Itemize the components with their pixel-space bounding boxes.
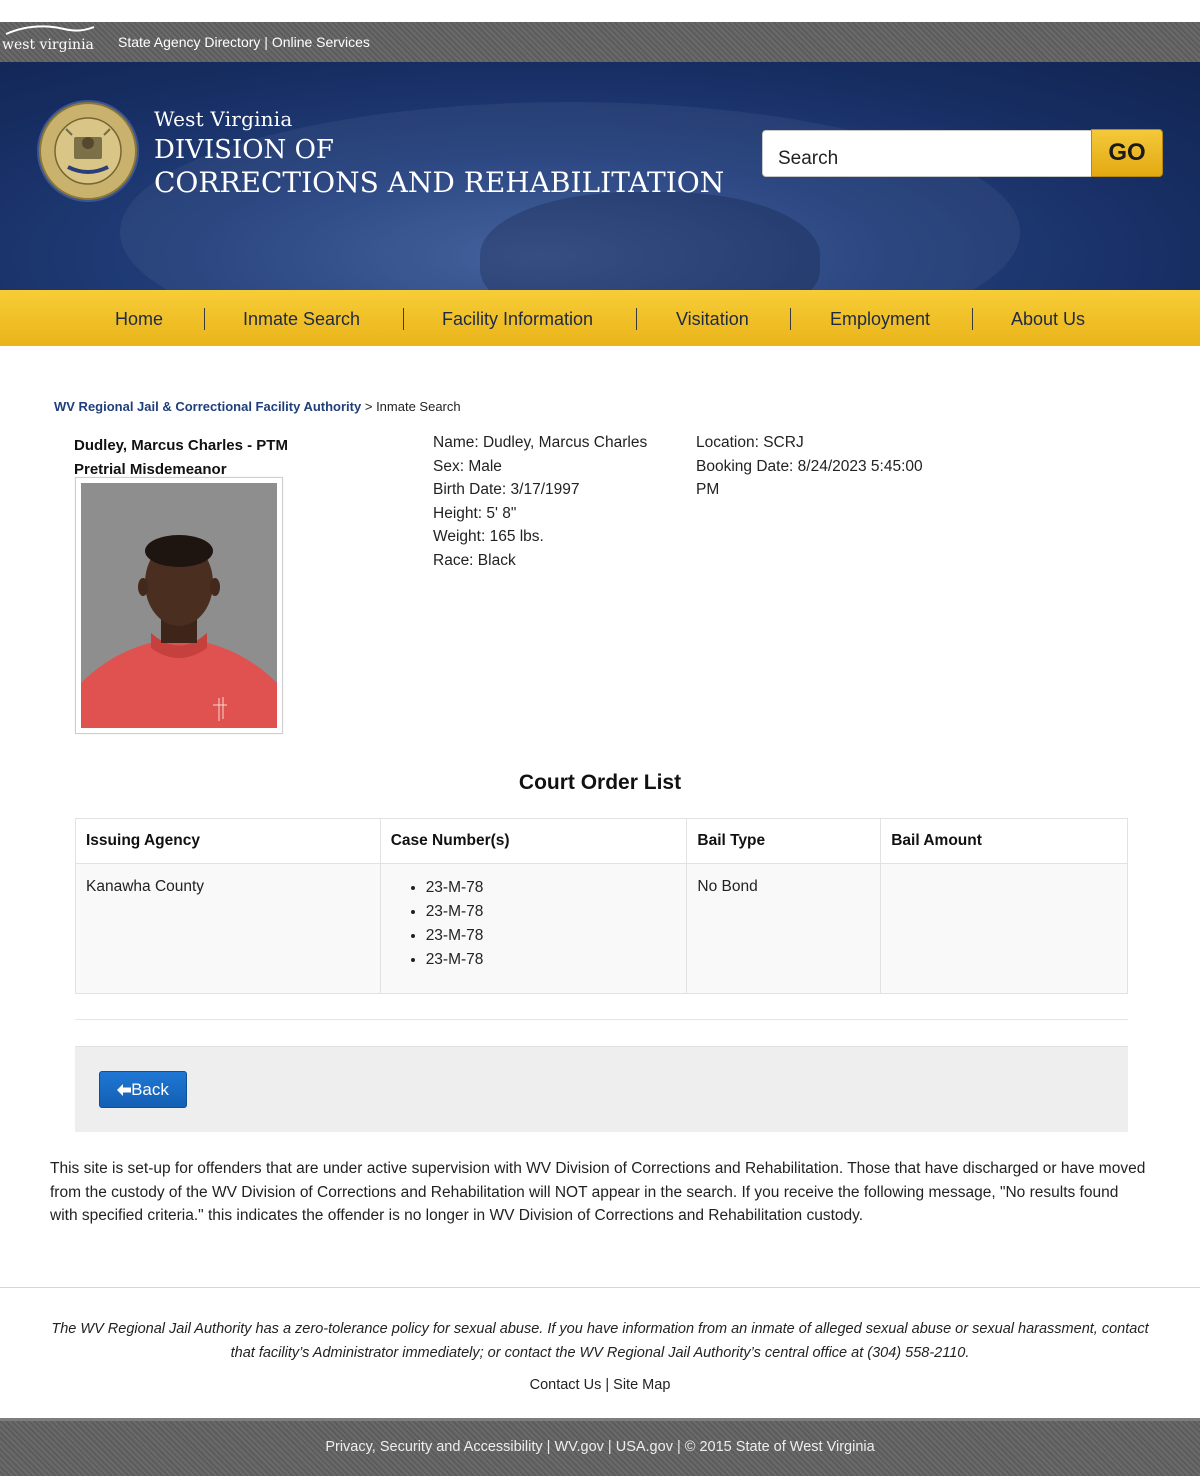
breadcrumb-separator: >	[361, 399, 377, 414]
col-issuing-agency: Issuing Agency	[76, 819, 381, 864]
col-bail-type: Bail Type	[687, 819, 881, 864]
nav-separator	[790, 308, 791, 330]
back-button-label: Back	[131, 1080, 169, 1099]
nav-separator	[403, 308, 404, 330]
case-number-list	[391, 876, 677, 972]
inmate-heading	[74, 434, 288, 481]
case-numbers-cell	[380, 864, 687, 994]
state-footer-bar: Privacy, Security and Accessibility | WV.gov | USA.gov | © 2015 State of West Virginia	[0, 1418, 1200, 1476]
inmate-race: Race: Black	[433, 551, 516, 569]
content-divider	[75, 1019, 1128, 1020]
breadcrumb-parent-link[interactable]: WV Regional Jail & Correctional Facility Authority	[54, 399, 362, 414]
inmate-height: Height: 5' 8"	[433, 504, 517, 522]
case-number: • 23-M-78	[426, 948, 677, 972]
wv-logo[interactable]	[0, 22, 100, 62]
sexual-abuse-policy: The WV Regional Jail Authority has a zero-tolerance policy for sexual abuse. If you have information from an inmate of alleged sexual abuse or sexual harassment, contact that facility’s Administrator immediately; or contact the WV Regional Jail Authority’s central office at (304) 558-2110.	[51, 1321, 1149, 1361]
breadcrumb-current: Inmate Search	[376, 399, 461, 414]
nav-employment[interactable]: Employment	[830, 309, 931, 329]
agency-title[interactable]	[154, 107, 724, 199]
state-agency-directory-link[interactable]: State Agency Directory	[118, 34, 261, 50]
privacy-link[interactable]: Privacy, Security and Accessibility	[325, 1439, 543, 1455]
nav-separator	[972, 308, 973, 330]
main-nav	[0, 290, 1200, 346]
site-header	[0, 62, 1200, 290]
state-topbar	[0, 22, 1200, 62]
case-number: • 23-M-78	[426, 900, 677, 924]
inmate-status: Pretrial Misdemeanor	[74, 460, 227, 478]
court-order-title: Court Order List	[518, 771, 682, 794]
top-white-strip	[0, 0, 1200, 22]
back-button[interactable]	[99, 1071, 187, 1108]
bail-type-cell: No Bond	[687, 864, 881, 994]
supervision-notice: This site is set-up for offenders that are under active supervision with WV Division of Corrections and Rehabilitation. Those that have discharged or have moved from the custody of the WV Division of Corrections and Rehabilitation will NOT appear in the search. If you receive the following message, "No results found with specified criteria." this indicates the offender is no longer in WV Division of Corrections and Rehabilitation custody.	[50, 1160, 1146, 1224]
case-number: • 23-M-78	[426, 876, 677, 900]
nav-about-us[interactable]: About Us	[1011, 309, 1086, 329]
wv-logo-swoosh-icon	[4, 24, 96, 36]
nav-home[interactable]: Home	[115, 309, 164, 329]
nav-separator	[204, 308, 205, 330]
site-map-link[interactable]: Site Map	[613, 1377, 671, 1393]
agency-title-line3: CORRECTIONS AND REHABILITATION	[154, 166, 725, 199]
table-row	[76, 864, 1128, 994]
nav-separator	[636, 308, 637, 330]
top-links-separator: |	[260, 34, 272, 50]
issuing-agency-cell: Kanawha County	[76, 864, 381, 994]
agency-title-line1: West Virginia	[154, 107, 293, 131]
nav-visitation[interactable]: Visitation	[676, 309, 749, 329]
copyright-text: © 2015 State of West Virginia	[684, 1439, 875, 1455]
case-number: • 23-M-78	[426, 924, 677, 948]
wvgov-link[interactable]: WV.gov	[554, 1439, 604, 1455]
court-order-table	[75, 818, 1128, 994]
inmate-full-name: Name: Dudley, Marcus Charles	[433, 434, 648, 451]
arrow-left-icon	[117, 1084, 131, 1096]
inmate-photo	[81, 483, 277, 728]
search-go-button[interactable]: GO	[1091, 129, 1163, 177]
col-case-numbers: Case Number(s)	[380, 819, 687, 864]
online-services-link[interactable]: Online Services	[271, 34, 370, 50]
inmate-location: Location: SCRJ	[696, 434, 804, 451]
agency-title-line2: DIVISION OF	[154, 135, 334, 165]
usagov-link[interactable]: USA.gov	[615, 1439, 673, 1455]
table-header-row	[76, 819, 1128, 864]
nav-inmate-search[interactable]: Inmate Search	[243, 309, 361, 329]
contact-us-link[interactable]: Contact Us	[529, 1377, 602, 1393]
breadcrumb	[54, 399, 461, 414]
inmate-booking-details	[696, 431, 946, 502]
site-search-input[interactable]: Search	[762, 130, 1092, 177]
nav-facility-information[interactable]: Facility Information	[442, 309, 594, 329]
back-panel	[75, 1046, 1128, 1132]
col-bail-amount: Bail Amount	[881, 819, 1128, 864]
bail-amount-cell	[881, 864, 1128, 994]
top-links	[118, 34, 370, 50]
footer-divider	[0, 1287, 1200, 1288]
inmate-photo-frame	[75, 477, 283, 734]
inmate-details	[433, 431, 647, 572]
inmate-booking-date: Booking Date: 8/24/2023 5:45:00 PM	[696, 457, 923, 498]
state-seal-icon[interactable]	[36, 99, 140, 203]
inmate-weight: Weight: 165 lbs.	[433, 528, 544, 545]
inmate-sex: Sex: Male	[433, 457, 502, 475]
footer-links: Contact Us | Site Map	[529, 1377, 671, 1393]
inmate-birth-date: Birth Date: 3/17/1997	[433, 481, 580, 498]
inmate-name-heading: Dudley, Marcus Charles - PTM	[74, 437, 288, 454]
wv-logo-text: west virginia	[2, 37, 94, 53]
